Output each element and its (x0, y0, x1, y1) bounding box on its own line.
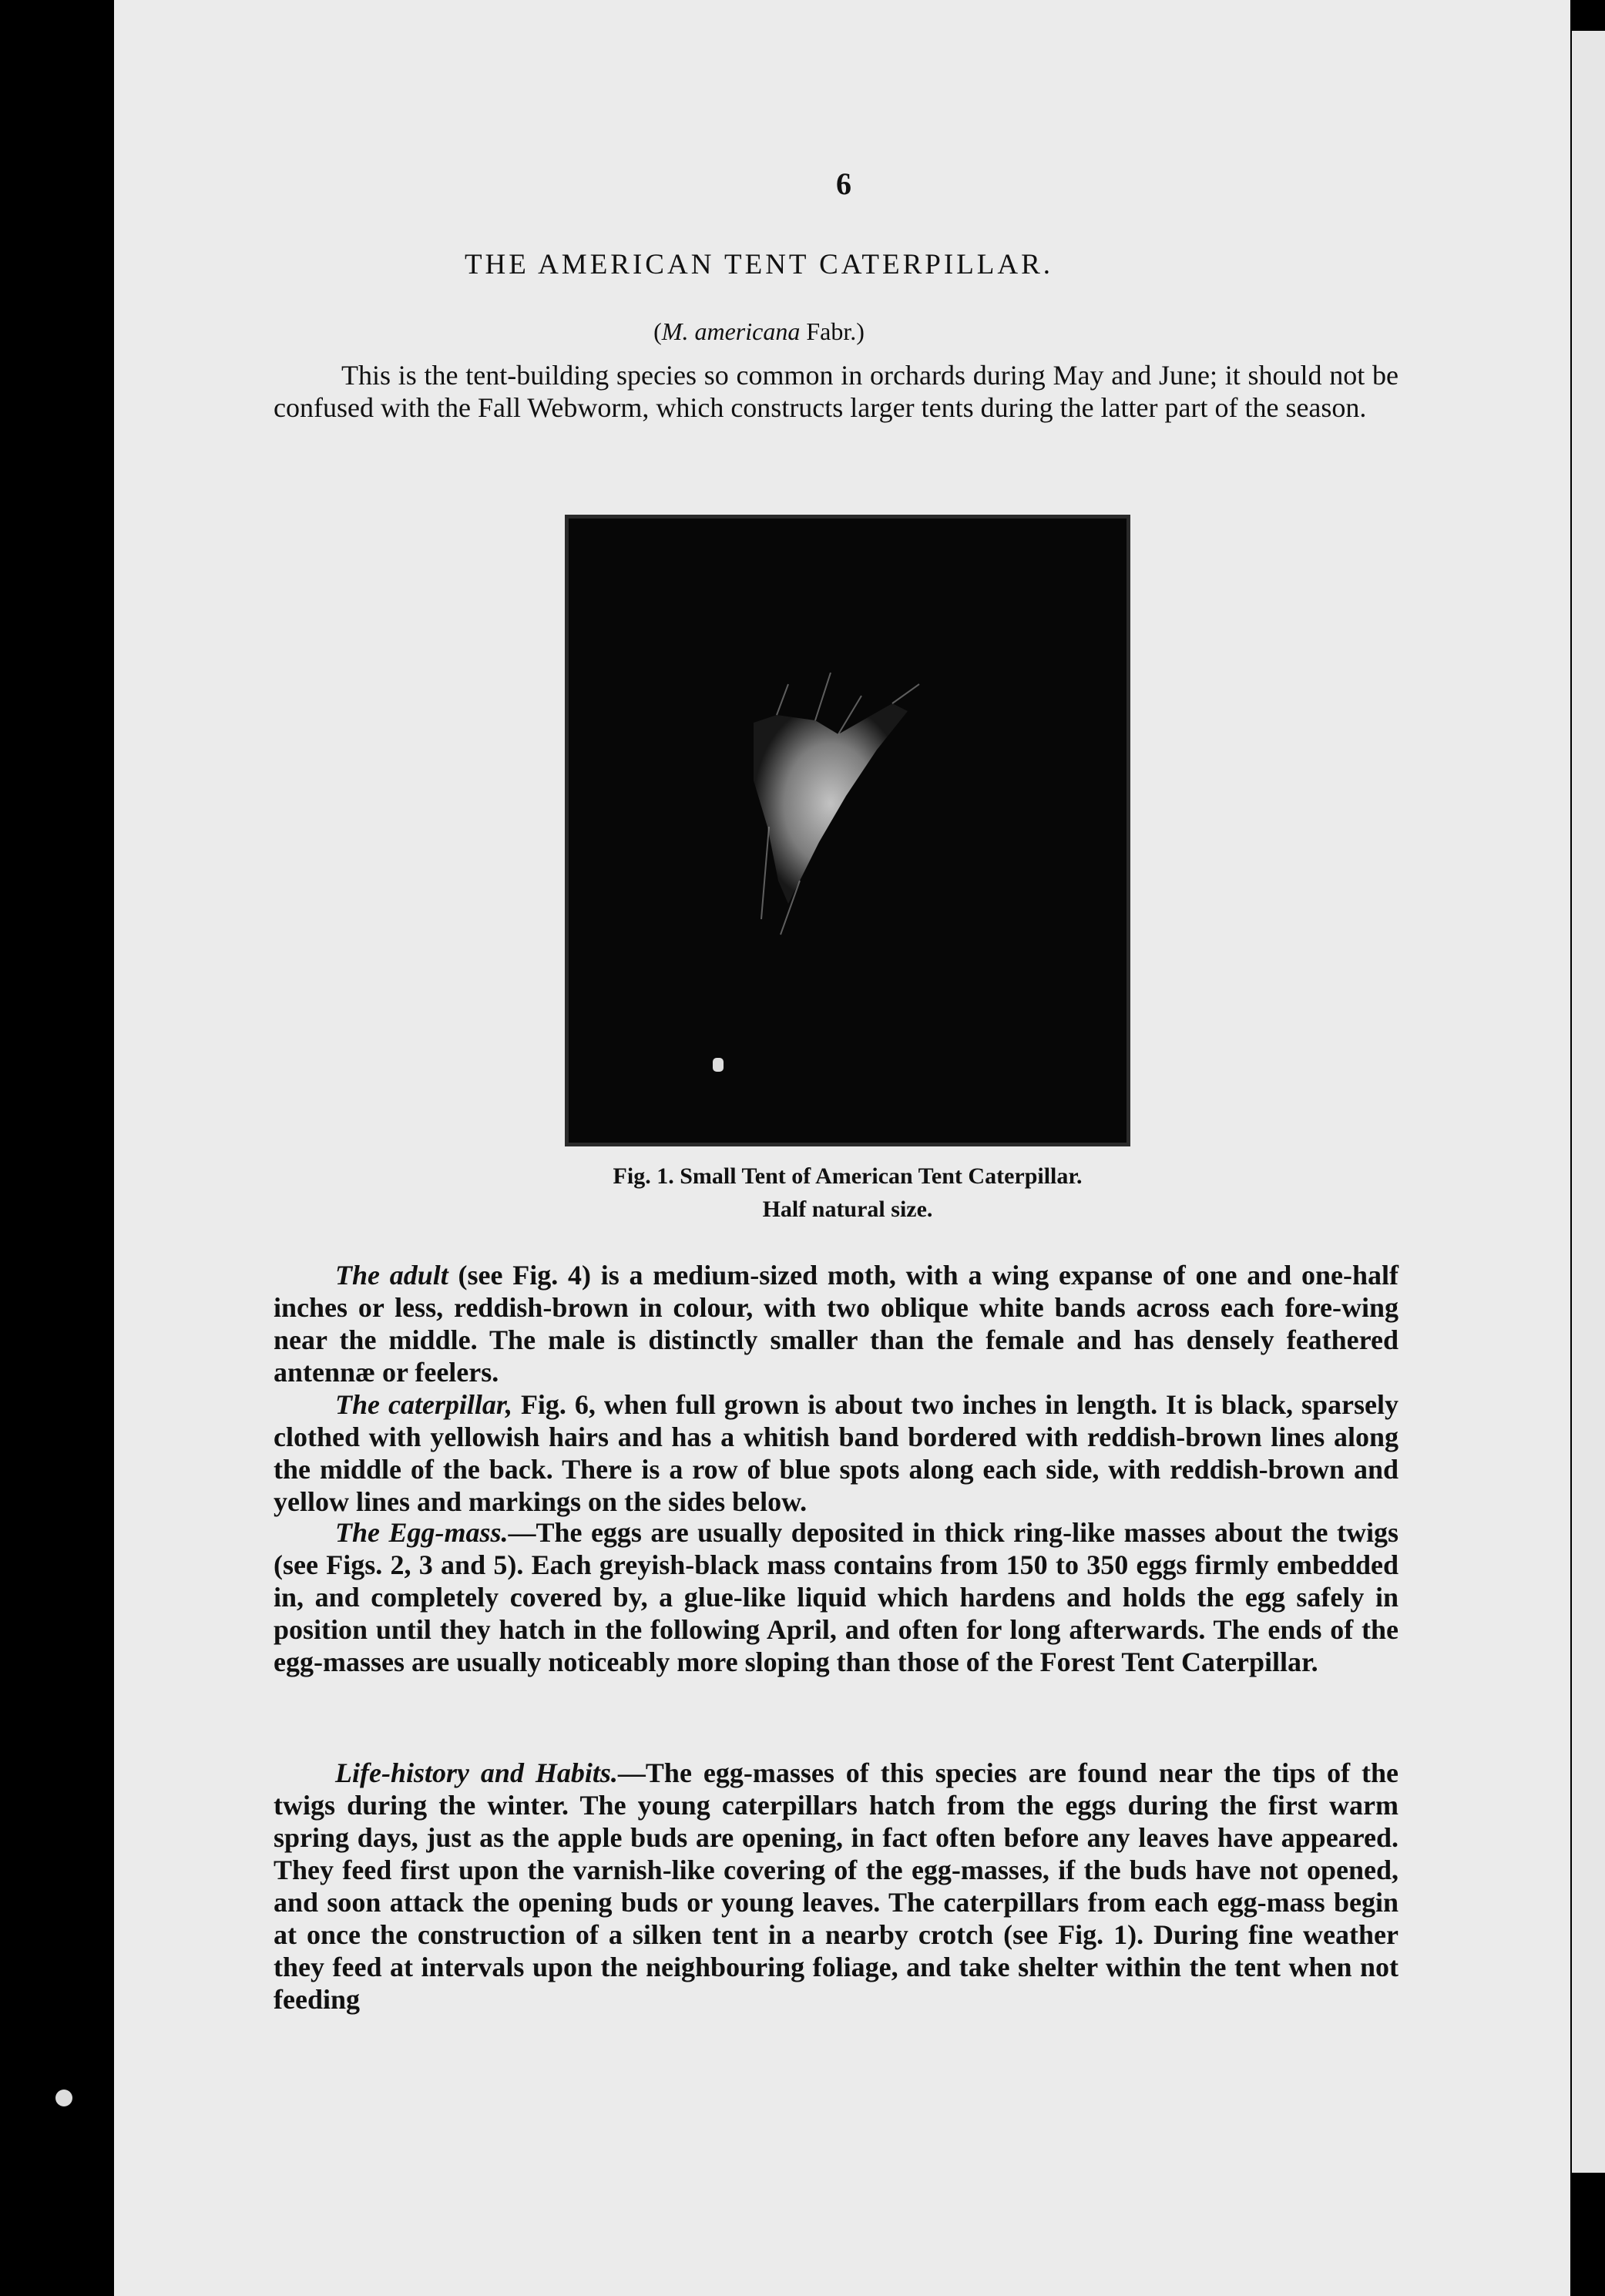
tent-photo-graphic (569, 519, 1127, 1143)
article-subtitle (277, 317, 1241, 346)
paragraph-egg-mass (274, 1516, 1398, 1678)
article-title: THE AMERICAN TENT CATERPILLAR. (464, 249, 1054, 280)
scan-artifact (972, 0, 980, 8)
scan-artifact (55, 2090, 72, 2106)
section-text: —The egg-masses of this species are found near the tips of the twigs during the winter. The young caterpillars hatch from the eggs during the first warm spring days, just as the apple buds are opening, in fact often before any leaves have appeared. They feed first upon the varnish-like covering of the egg-masses, if the buds have not opened, and soon attack the opening buds or young leaves. The caterpillars from each egg-mass begin at once the construction of a silken tent in a nearby crotch (see Fig. 1). During fine weather they feed at intervals upon the neighbouring foliage, and take shelter within the tent when not feeding (274, 1757, 1399, 2015)
figure-caption-line2: Half natural size. (762, 1197, 933, 1222)
section-heading: The caterpillar, (335, 1389, 512, 1420)
species-name: M. americana (661, 317, 801, 345)
adjacent-page-edge (1572, 31, 1605, 2173)
subtitle-open: ( (653, 317, 662, 345)
section-text: (see Fig. 4) is a medium-sized moth, with a wing expanse of one and one-half inches or less, reddish-brown in colour, with two oblique white bands across each fore-wing near the middle. The male is distinctly smaller than the female and has densely feathered antennæ or feelers. (274, 1260, 1398, 1388)
section-heading: The Egg-mass. (335, 1517, 509, 1548)
section-heading: Life-history and Habits. (335, 1757, 618, 1788)
section-heading: The adult (335, 1260, 448, 1291)
section-text: —The eggs are usually deposited in thick ring-like masses about the twigs (see Figs. 2, 3 and 5). Each greyish-black mass contains from 150 to 350 eggs firmly embedded in, and completely covered by, a glue-like liquid which hardens and holds the egg safely in position until they hatch in the following April, and often for long afterwards. The ends of the egg-masses are usually noticeably more sloping than those of the Forest Tent Caterpillar. (274, 1517, 1398, 1677)
paragraph-adult (274, 1259, 1398, 1388)
page-number: 6 (836, 166, 851, 201)
intro-paragraph: This is the tent-building species so common in orchards during May and June; it should not be confused with the Fall Webworm, which constructs larger tents during the latter part of the season. (274, 360, 1398, 423)
section-text: Fig. 6, when full grown is about two inches in length. It is black, sparsely clothed with yellowish hairs and has a whitish band bordered with reddish-brown lines along the middle of the back. There is a row of blue spots along each side, with reddish-brown and yellow lines and markings on the sides below. (274, 1389, 1398, 1517)
paragraph-caterpillar (274, 1388, 1398, 1518)
paragraph-life-history (274, 1757, 1398, 2016)
figure-photo (565, 515, 1130, 1146)
figure-caption-line1: Fig. 1. Small Tent of American Tent Caterpillar. (613, 1163, 1083, 1189)
species-author: Fabr.) (806, 317, 865, 345)
